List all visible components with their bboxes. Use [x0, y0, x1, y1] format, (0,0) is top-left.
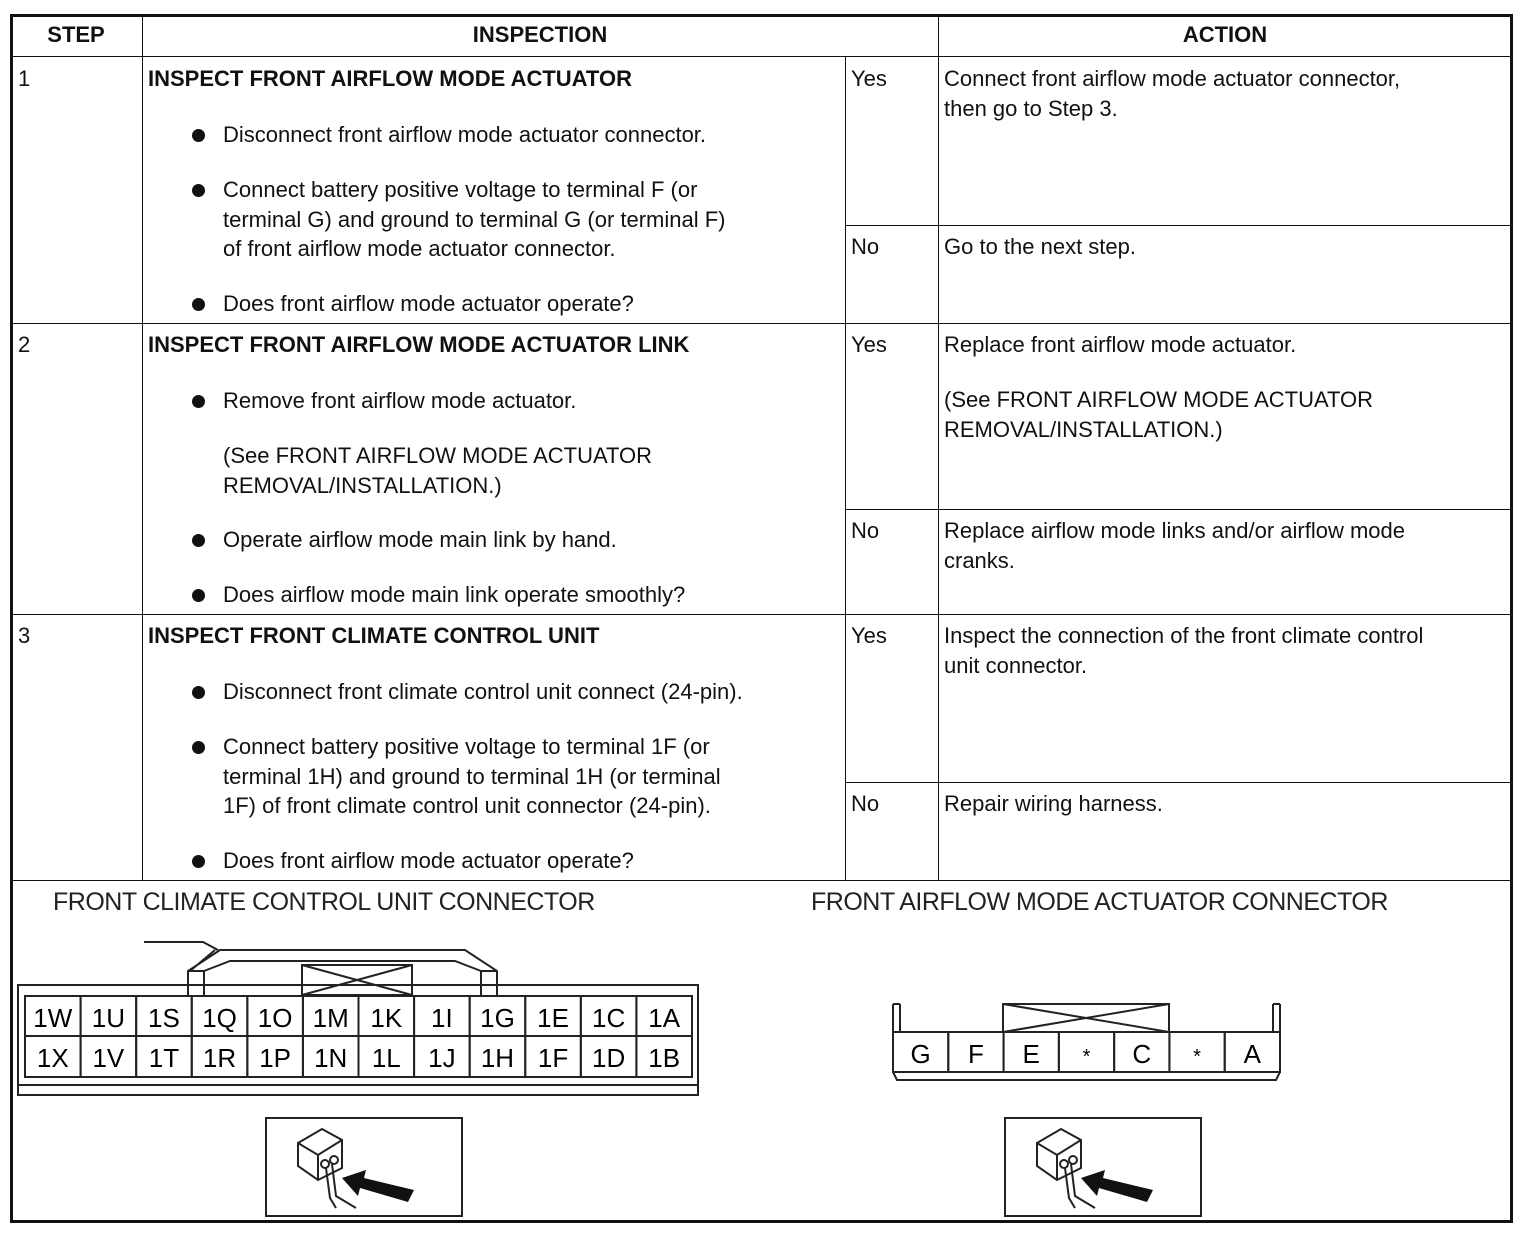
step-number: 3 [18, 623, 31, 648]
pin-label: 1Q [202, 1003, 237, 1033]
yes-label: Yes [851, 66, 887, 91]
pin-label: A [1243, 1039, 1262, 1069]
yes-action-text: unit connector. [944, 653, 1088, 678]
pin-label: 1C [592, 1003, 626, 1033]
reference-note: REMOVAL/INSTALLATION.) [223, 472, 502, 498]
pin-label: * [1082, 1046, 1091, 1068]
no-label: No [851, 234, 880, 259]
yes-action-note: (See FRONT AIRFLOW MODE ACTUATOR [944, 387, 1374, 412]
reference-note: (See FRONT AIRFLOW MODE ACTUATOR [223, 443, 653, 468]
connector-housing [893, 1004, 1280, 1080]
yes-label: Yes [851, 623, 887, 648]
bullet-text: terminal G) and ground to terminal G (or terminal F) [223, 206, 726, 232]
step-title: INSPECT FRONT AIRFLOW MODE ACTUATOR LINK [148, 332, 690, 357]
yes-action-text: Inspect the connection of the front climate control [944, 623, 1424, 648]
no-label: No [851, 518, 880, 543]
no-action-text: Go to the next step. [944, 234, 1137, 259]
pin-label: 1V [92, 1043, 125, 1073]
bullet-text: Connect battery positive voltage to terminal F (or [223, 177, 698, 202]
bullet-text: Remove front airflow mode actuator. [223, 388, 577, 413]
pin-label: 1S [148, 1003, 180, 1033]
pin-label: 1U [91, 1003, 125, 1033]
pin-label: 1X [36, 1043, 69, 1073]
pin-label: F [967, 1039, 984, 1069]
connector-latch [144, 942, 497, 995]
pin-label: 1O [257, 1003, 293, 1033]
pin-label: 1I [431, 1003, 453, 1033]
pin-label: 1D [592, 1043, 626, 1073]
pin-label: 1K [370, 1003, 403, 1033]
bullet-text: Does front airflow mode actuator operate? [223, 291, 634, 316]
harness-side-view-box [1005, 1118, 1201, 1216]
pin-label: 1N [314, 1043, 348, 1073]
yes-action-text: then go to Step 3. [944, 96, 1118, 121]
pin-label: 1A [648, 1003, 681, 1033]
pin-label: C [1132, 1039, 1152, 1069]
bullet-text: Does front airflow mode actuator operate? [223, 848, 634, 873]
climate-connector-title: FRONT CLIMATE CONTROL UNIT CONNECTOR [53, 888, 595, 916]
pin-label: 1R [202, 1043, 237, 1073]
no-action-text: Repair wiring harness. [944, 791, 1163, 816]
actuator-connector-title: FRONT AIRFLOW MODE ACTUATOR CONNECTOR [811, 888, 1388, 916]
pin-label: 1T [148, 1043, 180, 1073]
pin-label: 1G [480, 1003, 515, 1033]
no-action-text: cranks. [944, 548, 1015, 573]
pin-label: 1W [33, 1003, 73, 1033]
bullet-text: Disconnect front airflow mode actuator connector. [223, 122, 707, 147]
yes-action-note: REMOVAL/INSTALLATION.) [944, 417, 1223, 442]
step-number: 2 [18, 332, 31, 357]
bullet-text: Operate airflow mode main link by hand. [223, 527, 617, 552]
bullet-text: 1F) of front climate control unit connector (24-pin). [223, 793, 711, 818]
keyway-cross-icon [302, 965, 412, 995]
header-step: STEP [47, 22, 105, 47]
pin-label: 1P [259, 1043, 292, 1073]
pin-label: 1E [537, 1003, 569, 1033]
bullet-text: terminal 1H) and ground to terminal 1H (or terminal [223, 763, 721, 789]
no-action-text: Replace airflow mode links and/or airflow mode [944, 518, 1405, 543]
pin-label: 1F [537, 1043, 569, 1073]
pin-label: G [910, 1039, 931, 1069]
keyway-cross-icon [1003, 1004, 1169, 1032]
bullet-text: Connect battery positive voltage to terminal 1F (or [223, 734, 710, 759]
pin-label: 1J [428, 1043, 456, 1073]
harness-side-view-box [266, 1118, 462, 1216]
pin-label: 1M [312, 1003, 349, 1033]
step-title: INSPECT FRONT CLIMATE CONTROL UNIT [148, 623, 600, 648]
bullet-text: Does airflow mode main link operate smoothly? [223, 582, 686, 607]
step-number: 1 [18, 66, 31, 91]
step-title: INSPECT FRONT AIRFLOW MODE ACTUATOR [148, 66, 632, 91]
header-action: ACTION [1182, 22, 1268, 47]
pin-label: 1L [371, 1043, 401, 1073]
pin-label: * [1193, 1046, 1201, 1068]
no-label: No [851, 791, 880, 816]
bullet-text: of front airflow mode actuator connector. [223, 236, 616, 261]
connector-harness-side-icon [298, 1129, 414, 1208]
connector-harness-side-icon [1037, 1129, 1153, 1208]
pin-label: 1B [648, 1043, 681, 1073]
bullet-text: Disconnect front climate control unit connect (24-pin). [223, 679, 743, 704]
header-inspection: INSPECTION [472, 22, 608, 47]
yes-label: Yes [851, 332, 887, 357]
pin-label: 1H [480, 1043, 515, 1073]
yes-action-text: Connect front airflow mode actuator connector, [944, 66, 1401, 91]
pin-label: E [1022, 1039, 1040, 1069]
yes-action-text: Replace front airflow mode actuator. [944, 332, 1297, 357]
